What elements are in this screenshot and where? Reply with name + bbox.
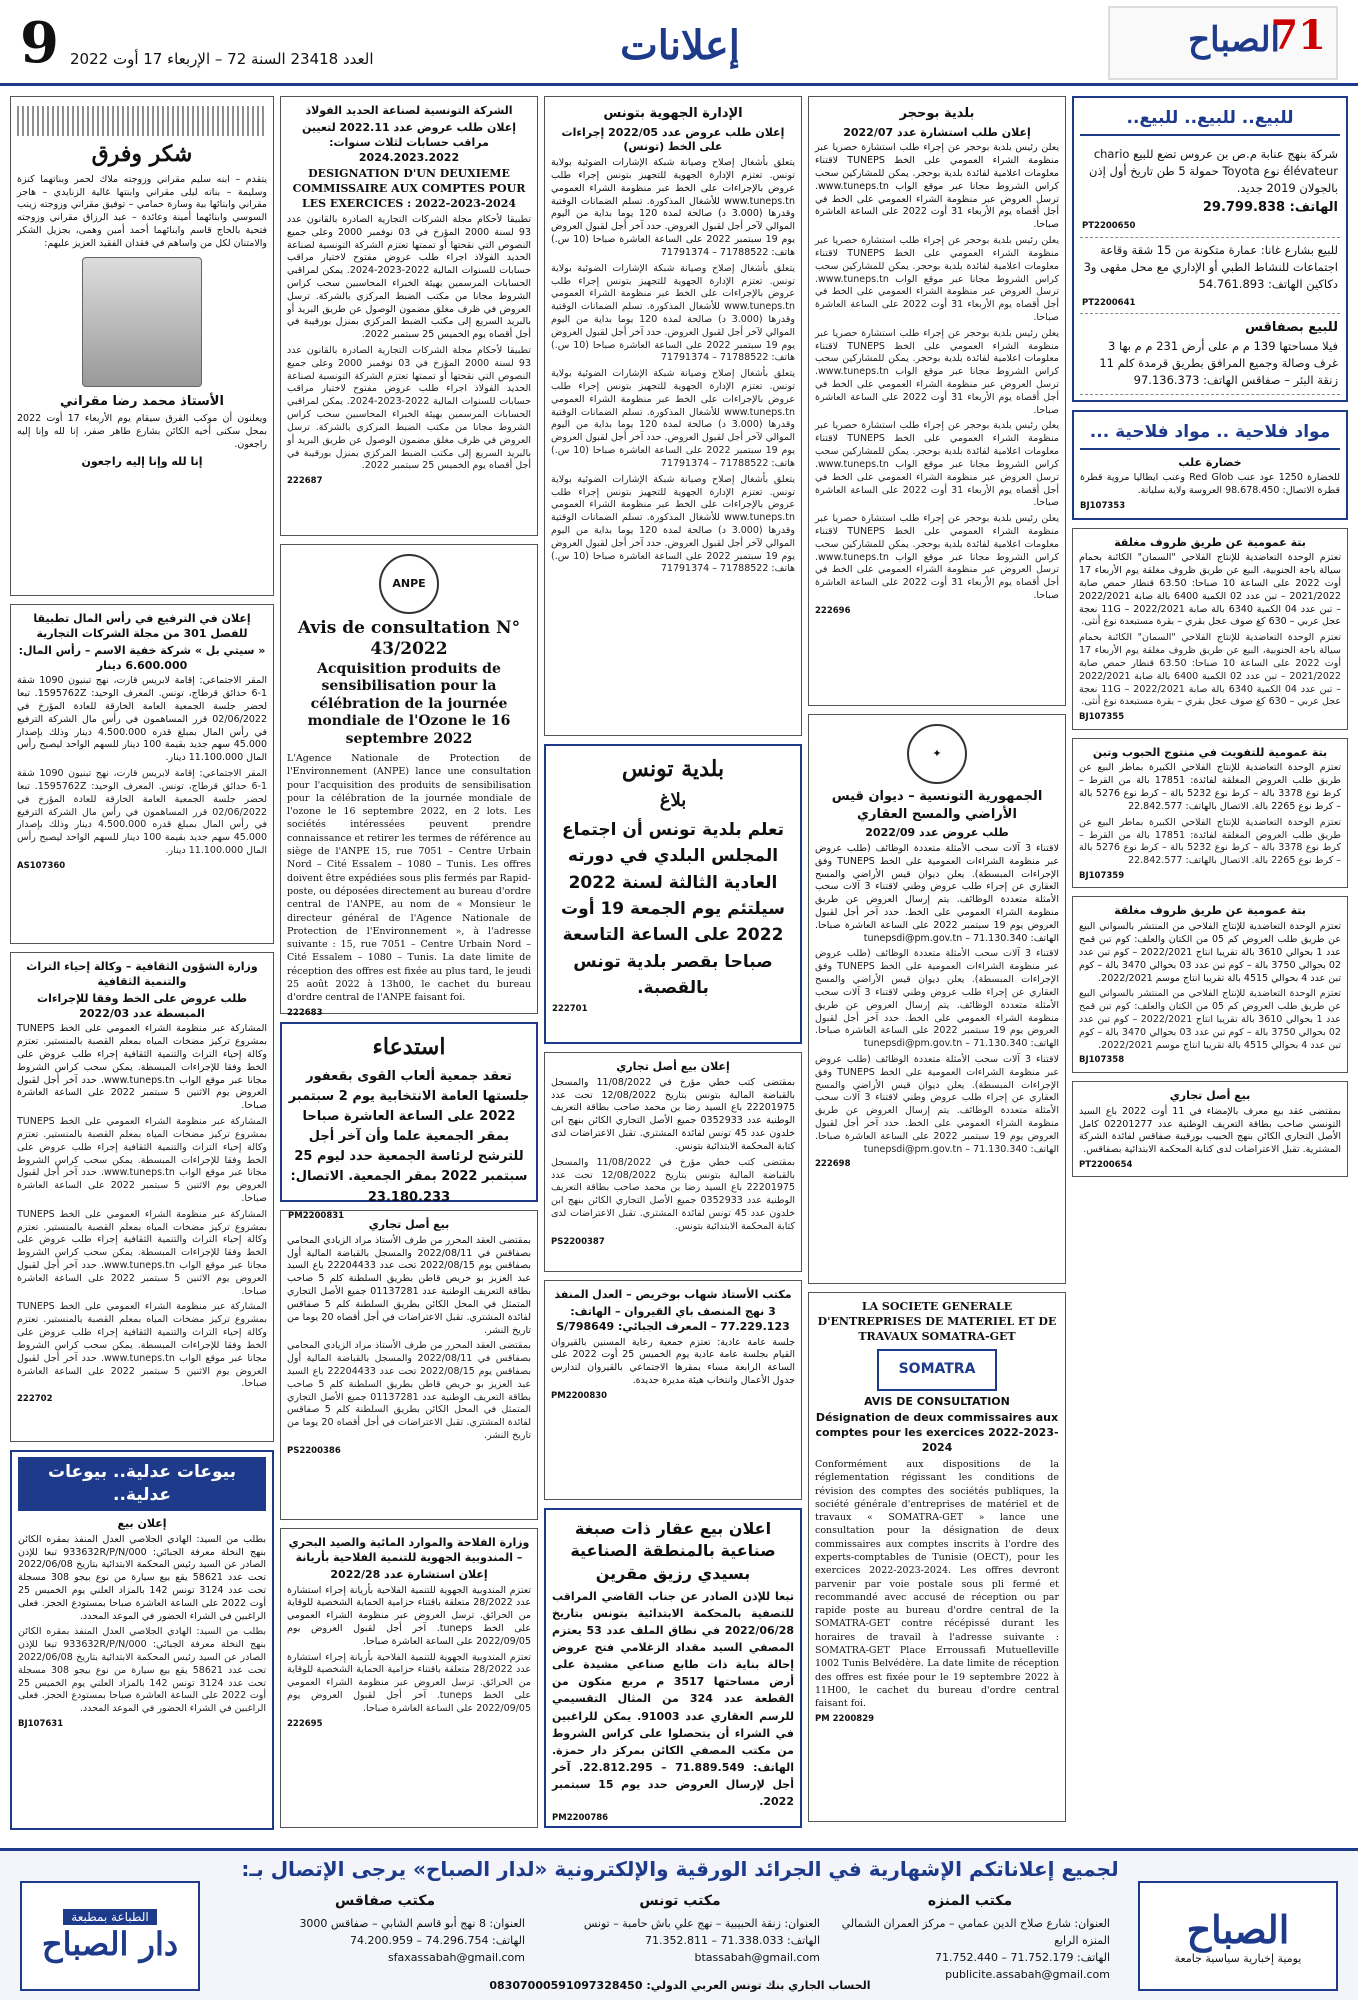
ad-text: المقر الاجتماعي: إقامة لابريس قارت، نهج تبنيون 1090 شقة 1-6 حدائق قرطاج، تونس. المعرف الوحيد: 1595762Z. تبعا لحضر جلسة الجمعية العامة الخارقة للعادة المؤرخ في 02/06/2022 قرر المساهمون في رأس مال الشركة الترفيع في رأس المال بمبلغ قدره 4.500.000 دينار وذلك بإصدار 45.000 سهم جديد بقيمة 100 دينار للسهم الواحد ليصبح رأس المال 11.100.000 دينار. [17,675,267,764]
column-1 [1072,96,1348,1840]
logo-number: 71 [1270,12,1326,59]
sale-ad-phone: الهاتف: 29.799.838 [1202,199,1338,215]
tender-ad [10,952,274,1442]
anpe-consultation-ad [280,544,538,1018]
sale-ad [1080,142,1340,238]
farm-ad-text: للخضارة 1250 عود عنب Red Glob وعنب ايطاليا مروية قطرة قطرة الاتصال: 98.678.450 العروسة ولاية سليانة. [1080,472,1341,497]
ornament-banner [17,106,267,136]
page-header [0,0,1358,86]
summons-ad [280,1022,538,1221]
real-estate-sale-ad [544,1508,802,1828]
page-number: 9 [20,10,59,76]
ad-text-continued: يعلن رئيس بلدية بوحجر عن إجراء طلب استشارة حصريا عبر منظومة الشراء العمومي على الخط TUNEPS لاقتناء معلومات اعلامية لفائدة بلدية بوحجر. يمكن للمشاركين سحب كراس الشروط مجانا عبر موقع الواب www.tuneps.tn. ترسل العروض عبر منظومة الشراء العمومي على الخط في أجل أقصاه يوم الأربعاء 31 أوت 2022 على الساعة العاشرة صباحا. [815,420,1060,509]
ad-title: بلدية تونس [621,756,725,782]
ad-ref: BJ107631 [18,1719,64,1730]
sale-ad-ref: PT2200641 [1082,297,1136,308]
company-name: LA SOCIETE GENERALE D'ENTREPRISES DE MATERIEL ET DE TRAVAUX SOMATRA-GET [817,1300,1057,1343]
farm-ad-text-continued: تعتزم الوحدة التعاضدية للإنتاج الفلاحي من المنتشر بالسواني البيع عن طريق طلب العروض كم 05 من الكتان والعلف: كوم تبن قمح عدد 1 بحوالي 3610 بالة تقريبا انتاج 2022/2021 – كوم تبن عدد 02 بحوالي 3750 بالة – كوم تبن عدد 03 بحوالي 3470 بالة – كوم تبن عدد 4 بحوالي 4515 بالة تقريبا انتاج موسم 2022/2021. [1079,988,1341,1051]
farm-ad-ref: BJ107359 [1079,870,1125,881]
farm-section [1072,410,1348,520]
masthead-logo [1108,6,1338,80]
office-phones: الهاتف: 71.752.179 – 71.752.440 [935,1950,1110,1964]
general-assembly-ad [544,1280,802,1500]
ad-ref: 222687 [287,476,323,487]
ad-text: يعلن رئيس بلدية بوحجر عن إجراء طلب استشارة حصريا عبر منظومة الشراء العمومي على الخط TUNEPS لاقتناء معلومات اعلامية لفائدة بلدية بوحجر. يمكن للمشاركين سحب كراس الشروط مجانا عبر موقع الواب www.tuneps.tn. ترسل العروض عبر منظومة الشراء العمومي على الخط في أجل أقصاه يوم الأربعاء 31 أوت 2022 على الساعة العاشرة صباحا. [815,142,1060,231]
ad-text: بمقتضى العقد المحرر من طرف الأستاذ مراد الزيادي المحامي بصفاقس في 2022/08/11 والمسجل بالقباضة المالية أول بصفاقس يوم 2022/08/15 تحت عدد 22204433 باع السيد عبد العزيز بو خريص قاطن بطريق السلطنة كلم 5 صاحب بطاقة التعريف الوطنية عدد 01137281 جميع الأصل التجاري المتمثل في المحل الكائن بطريق السلطنة كلم 5 صفاقس لفائدة المشتري. تقبل الاعتراضات في أجل أقصاه 20 يوما من تاريخ النشر. [287,1234,532,1336]
farm-ad-ref: BJ107358 [1079,1055,1125,1066]
ad-title: Avis de consultation N° 43/2022 [297,618,521,660]
ad-subtitle: 3 نهج المنصف باي القيروان – الهاتف: 77.229.123 – المعرف الجبائي: 798649/S [556,1304,790,1333]
ad-subtitle: إعلان استشارة عدد 2022/28 [330,1567,488,1581]
ad-title: الجمهورية التونسية – ديوان قيس الأراضي والمسح العقاري [831,789,1043,822]
section-title: إعلانات [620,22,740,69]
ad-subtitle: بلاغ [659,789,687,811]
somatra-ad [808,1292,1066,1822]
farm-ad [1072,738,1348,889]
issue-line: العدد 23418 السنة 72 – الإربعاء 17 أوت 2022 [70,50,374,68]
ad-text-continued: لاقتناء 3 آلات سحب الأمثلة متعددة الوظائف (طلب عروض عبر منظومة الشراءات العمومية على الخط TUNEPS وفق الإجراءات المبسطة). يعلن ديوان قيس الأراضي والمسح العقاري عن إجراء طلب عروض وطني لاقتناء 3 آلات سحب الأمثلة متعددة الوظائف. يتم إرسال العروض عن طريق منظومة الشراء العمومي على الخط. حدد آخر أجل لقبول العروض يوم 19 سبتمبر 2022 على الساعة العاشرة صباحا. الهاتف: 71.130.340 – tunepsdi@pm.gov.tn [815,1053,1059,1155]
logo-name: الصباح [1188,20,1280,60]
column-3 [544,96,802,1840]
thanks-closing: إنا لله وإنا إليه راجعون [81,454,203,468]
ad-text-continued: المشاركة عبر منظومة الشراء العمومي على الخط TUNEPS بمشروع تركيز مضخات المياه بمعلم القصبة بالمنستير. تعتزم وكالة إحياء التراث والتنمية الثقافية إجراء طلب عروض على الخط وفقا للإجراءات المبسطة. يمكن سحب كراس الشروط مجانا عبر موقع الواب www.tuneps.tn. حدد آخر أجل لقبول العروض يوم الاثنين 5 سبتمبر 2022 على الساعة العاشرة صباحا. [17,1116,267,1204]
sale-ad-text: للبيع بشارع غانا: عمارة متكونة من 15 شقة وقاعة اجتماعات للنشاط الطبي أو الإداري مع محل مقهى و3 دكاكين الهاتف: 54.761.893 [1083,242,1338,292]
ad-subtitle: Désignation de deux commissaires aux comptes pour les exercices 2022-2023-2024 [815,1411,1059,1455]
ad-text: بطلب من السيد: الهادي الجلاصي العدل المنفذ بمقره الكائن بنهج النخلة معرفة الجبائي: 933632R/P/N/000 تبعا للإذن الصادر عن السيد رئيس المحكمة الابتدائية بتاريخ 2022/06/08 تحت عدد 58621 يقع بيع سيارة من نوع بيجو 308 مسجلة تحت عدد 3124 تونس 142 بالمزاد العلني يوم الخميس 25 أوت 2022 على الساعة العاشرة صباحا بمستودع الحجز. فعلى الراغبين في الشراء الحضور في الموعد المحدد. [18,1533,267,1622]
thanks-notice [10,96,274,596]
ad-text: Conformément aux dispositions de la réglementation régissant les conditions de révision des comptes des sociétés publiques, la société générale d'entreprises de matériel et de travaux « SOMATRA-GET » lance une consultation pour la désignation de deux commissaires aux comptes inscrits à l'ordre des experts-comptables de Tunisie (OECT), pour les exercices 2022-2023-2024. Les offres devront parvenir par voie postale sous pli fermé et recommandé avec accusé de réception ou par rapide poste au bureau d'ordre central de la SOMATRA-GET contre récépissé durant les horaires de travail à l'adresse suivante : SOMATRA-GET Place Erroussafi Mutuelleville 1002 Tunis Belvédère. La date limite de réception des offres est fixée pour le 19 septembre 2022 à 11H00, le cachet du bureau d'ordre central faisant foi. [815,1458,1059,1710]
sale-ad-text: شركة بنهج عنابة م.ص بن عروس تضع للبيع chario élévateur نوع Toyota حمولة 5 طن تاريخ أول إذن بالجولان 2019 جديد. [1089,146,1338,196]
office-name: مكتب تونس [639,1893,721,1909]
printing-house-name: دار الصباح [41,1925,179,1963]
contact-footer [0,1848,1358,2000]
ad-text-continued: المقر الاجتماعي: إقامة لابريس قارت، نهج تبنيون 1090 شقة 1-6 حدائق قرطاج، تونس. المعرف الوحيد: 1595762Z. تبعا لحضر جلسة الجمعية العامة الخارقة للعادة المؤرخ في 02/06/2022 قرر المساهمون في رأس مال الشركة الترفيع في رأس المال بمبلغ قدره 4.500.000 دينار وذلك بإصدار 45.000 سهم جديد بقيمة 100 دينار للسهم الواحد ليصبح رأس المال 11.100.000 دينار. [17,768,267,856]
farm-ad-ref: PT2200654 [1079,1159,1133,1170]
ad-subtitle: إعلان طلب عروض عدد 2022/05 إجراءات على الخط (تونس) [561,125,785,154]
ad-subtitle: Acquisition produits de sensibilisation pour la célébration de la journée mondiale de l'Ozone le 16 septembre 2022 [307,660,511,747]
ad-ref: 222702 [17,1394,53,1405]
ad-ref: 222695 [287,1718,323,1729]
ad-text-continued: تعتزم المندوبية الجهوية للتنمية الفلاحية بأريانة إجراء استشارة عدد 28/2022 متعلقة باقتناء حزامية الحماية الشخصية للوقاية من الحرائق. ترسل العروض عبر منظومة الشراء العمومي على الخط tuneps. آخر أجل لقبول العروض يوم 2022/09/05 على الساعة العاشرة صباحا. [287,1651,531,1714]
land-office-emblem-icon: ✦ [907,724,967,784]
farm-ad-title: بتة عمومية عن طريق ظروف مغلقة [1114,904,1306,918]
ad-text-continued: يتعلق بأشغال إصلاح وصيانة شبكة الإشارات الضوئية بولاية تونس. تعتزم الإدارة الجهوية للتجهيز بتونس إجراء طلب عروض بالإجراءات على الخط عبر منظومة الشراء العمومي www.tuneps.tn للأشغال المذكورة. تسلم الضمانات الوقتية وقدرها (3.000 د) صالحة لمدة 120 يوما بداية من اليوم الموالي لآخر أجل لقبول العروض. حدد آخر أجل لقبول العروض يوم 19 سبتمبر 2022 على الساعة العاشرة صباحا (10 س.) هاتف: 71788522 – 71791374 [551,262,795,364]
ad-text-continued: يتعلق بأشغال إصلاح وصيانة شبكة الإشارات الضوئية بولاية تونس. تعتزم الإدارة الجهوية للتجهيز بتونس إجراء طلب عروض بالإجراءات على الخط عبر منظومة الشراء العمومي www.tuneps.tn للأشغال المذكورة. تسلم الضمانات الوقتية وقدرها (3.000 د) صالحة لمدة 120 يوما بداية من اليوم الموالي لآخر أجل لقبول العروض. حدد آخر أجل لقبول العروض يوم 19 سبتمبر 2022 على الساعة العاشرة صباحا (10 س.) هاتف: 71788522 – 71791374 [551,473,795,575]
judicial-sales-banner: بيوعات عدلية.. بيوعات عدلية.. [18,1457,266,1511]
ad-text-continued: يتعلق بأشغال إصلاح وصيانة شبكة الإشارات الضوئية بولاية تونس. تعتزم الإدارة الجهوية للتجهيز بتونس إجراء طلب عروض بالإجراءات على الخط عبر منظومة الشراء العمومي www.tuneps.tn للأشغال المذكورة. تسلم الضمانات الوقتية وقدرها (3.000 د) صالحة لمدة 120 يوما بداية من اليوم الموالي لآخر أجل لقبول العروض. حدد آخر أجل لقبول العروض يوم 19 سبتمبر 2022 على الساعة العاشرة صباحا (10 س.) هاتف: 71788522 – 71791374 [551,368,795,469]
farm-ad-text-continued: تعتزم الوحدة التعاضدية للإنتاج الفلاحي الكبيرة بماطر البيع عن طريق طلب العروض المغلقة لفائدة: 17851 بالة من القرط – كرط نوع 3378 بالة – كرط نوع 5232 بالة – كرط نوع 5276 بالة – كرط نوع 2265 بالة. الاتصال بالهاتف: 22.842.577 [1079,816,1341,867]
ad-title: وزارة الفلاحة والموارد المائية والصيد البحري – المندوبية الجهوية للتنمية الفلاحية بأريانة [288,1536,530,1564]
office-phones: الهاتف: 71.338.033 – 71.352.811 [645,1933,820,1947]
ad-text: المشاركة عبر منظومة الشراء العمومي على الخط TUNEPS بمشروع تركيز مضخات المياه بمعلم القصبة بالمنستير. تعتزم وكالة إحياء التراث والتنمية الثقافية إجراء طلب عروض على الخط وفقا للإجراءات المبسطة. يمكن سحب كراس الشروط مجانا عبر موقع الواب www.tuneps.tn. حدد آخر أجل لقبول العروض يوم الاثنين 5 سبتمبر 2022 على الساعة العاشرة صباحا. [17,1023,267,1112]
office-address: العنوان: 8 نهج أبو قاسم الشابي – صفاقس 3000 [299,1916,525,1930]
ad-text-continued: بمقتضى كتب خطي مؤرخ في 11/08/2022 والمسجل بالقباضة المالية بتونس بتاريخ 12/08/2022 تحت عدد 22201975 باع السيد رضا بن محمد صاحب بطاقة التعريف الوطنية عدد 0352933 جميع الأصل التجاري الكائن بنهج ابن خلدون عدد 45 تونس لفائدة المشتري. تقبل الاعتراضات لدى كتابة المحكمة الابتدائية بتونس. [551,1156,795,1232]
ad-title-fr: DESIGNATION D'UN DEUXIEME COMMISSAIRE AUX COMPTES POUR LES EXERCICES : 2022-2023-2024 [292,167,526,211]
tender-ad [808,714,1066,1284]
ad-ref: 222701 [552,1004,588,1015]
farm-ad [1072,1081,1348,1178]
ad-ref: 222696 [815,605,851,616]
office-address: العنوان: زنقة الحبيبية – نهج علي باش حامبة – تونس [583,1916,820,1930]
ad-ref: 222698 [815,1159,851,1170]
sale-ad-title: للبيع بصفاقس [1244,320,1338,336]
ad-title: AVIS DE CONSULTATION [864,1394,1010,1408]
farm-ad-ref: BJ107353 [1080,501,1126,512]
ad-text: يتعلق بأشغال إصلاح وصيانة شبكة الإشارات الضوئية بولاية تونس. تعتزم الإدارة الجهوية للتجهيز بتونس إجراء طلب عروض بالإجراءات على الخط عبر منظومة الشراء العمومي www.tuneps.tn للأشغال المذكورة. تسلم الضمانات الوقتية وقدرها (3.000 د) صالحة لمدة 120 يوما بداية من اليوم الموالي لآخر أجل لقبول العروض. حدد آخر أجل لقبول العروض يوم 19 سبتمبر 2022 على الساعة العاشرة صباحا (10 س.) هاتف: 71788522 – 71791374 [551,157,795,258]
ad-ref: PS2200387 [551,1236,605,1247]
ad-text-continued: لاقتناء 3 آلات سحب الأمثلة متعددة الوظائف (طلب عروض عبر منظومة الشراءات العمومية على الخط TUNEPS وفق الإجراءات المبسطة). يعلن ديوان قيس الأراضي والمسح العقاري عن إجراء طلب عروض وطني لاقتناء 3 آلات سحب الأمثلة متعددة الوظائف. يتم إرسال العروض عن طريق منظومة الشراء العمومي على الخط. حدد آخر أجل لقبول العروض يوم 19 سبتمبر 2022 على الساعة العاشرة صباحا. الهاتف: 71.130.340 – tunepsdi@pm.gov.tn [815,948,1059,1050]
sale-ad-ref: PT2200650 [1082,221,1136,232]
ad-subtitle: « سيتي بل » شركة خفية الاسم – رأس المال: 6.600.000 دينار [18,643,266,672]
office-phones: الهاتف: 74.296.754 – 74.200.959 [350,1933,525,1947]
ad-ref: PM2200830 [551,1390,608,1401]
farm-ad-text: تعتزم الوحدة التعاضدية للإنتاج الفلاحي الكبيرة بماطر البيع عن طريق طلب العروض المغلقة لفائدة: 17851 بالة من القرط – كرط نوع 3378 بالة – كرط نوع 5232 بالة – كرط نوع 5276 بالة – كرط نوع 2265 بالة. الاتصال بالهاتف: 22.842.577 [1079,762,1341,812]
ad-subtitle: إعلان طلب استشارة عدد 2022/07 [843,125,1031,139]
ad-title: إعلان في الترفيع في رأس المال تطبيقا للفصل 301 من مجلة الشركات التجارية [33,612,251,640]
judicial-sales-section [10,1450,274,1830]
somatra-logo: SOMATRA [877,1349,997,1391]
ad-text-continued: يعلن رئيس بلدية بوحجر عن إجراء طلب استشارة حصريا عبر منظومة الشراء العمومي على الخط TUNEPS لاقتناء معلومات اعلامية لفائدة بلدية بوحجر. يمكن للمشاركين سحب كراس الشروط مجانا عبر موقع الواب www.tuneps.tn. ترسل العروض عبر منظومة الشراء العمومي على الخط في أجل أقصاه يوم الأربعاء 31 أوت 2022 على الساعة العاشرة صباحا. [815,327,1060,416]
ad-title: بيع أصل تجاري [368,1218,450,1231]
ad-text: جلسة عامة عادية: تعتزم جمعية رعاية المسنين بالقيروان القيام بجلسة عامة عادية يوم الخميس 25 أوت 2022 على الساعة الرابعة مساء بمقرها الاجتماعي بالقيروان لتدارس جدول الأعمال وانتخاب هيئة مديرة جديدة. [551,1336,795,1386]
office-menzah [830,1891,1110,1983]
business-sale-ad [280,1210,538,1520]
ad-title: الشركة التونسية لصناعة الحديد الفولاذ [305,104,513,117]
tender-ad [544,96,802,736]
ad-text: تبعا للإذن الصادر عن جناب القاضي المراقب للتصفية بالمحكمة الابتدائية بتونس بتاريخ 2022/06/28 في نطاق الملف عدد 53 يعتزم المصفي السيد مقداد الزغلامي فتح عروض إحالة بناية ذات طابع صناعي مشيدة على أرض مساحتها 3517 م مربع متكون من القطعة عدد 324 من المثال التقسيمي للرسم العقاري عدد 91003. يمكن للراغبين في الشراء أن يتحصلوا على كراس الشروط من مكتب المصفي الكائن بمركز دار حمزة. الهاتف: 71.889.549 – 22.812.295. آخر أجل لإرسال العروض حدد يوم 15 سبتمبر 2022. [552,1590,794,1808]
assabah-logo [1138,1881,1338,1991]
farm-ad-text: تعتزم الوحدة التعاضدية للإنتاج الفلاحي "السمان" الكائنة بحمام سيالة باجة الجنوبية، البيع عن طريق ظروف مغلقة يوم الأربعاء 17 أوت 2022 على الساعة 10 صباحا: 63.50 قنطار حمص صابة 2021/2022 – تبن عدد 02 الكمية 6400 بالة صابة 2022/2021 – تبن عدد 04 الكمية 6340 بالة صابة 2022/2021 – 11G نعجة عجل عربي – 630 كغ صوف عجل بقري – بقرة مستبعدة نوع أنثى. [1079,552,1341,628]
farm-ad-ref: BJ107355 [1079,712,1125,723]
office-address: العنوان: شارع صلاح الدين عمامي – مركز العمران الشمالي المنزه الرابع [841,1916,1110,1947]
ad-ref: AS107360 [17,860,66,871]
ad-text: L'Agence Nationale de Protection de l'Environnement (ANPE) lance une consultation pour l'acquisition des produits de sensibilisation pour la célébration de la journée mondiale de l'ozone le 16 septembre 2022, en 2 lots. Les sociétés intéressées peuvent prendre connaissance et retirer les termes de référence au siège de l'ANPE 15, rue 7051 – Centre Urbain Nord – Cité Essalem – 1080 – Tunis. Les offres doivent être expédiées sous plis fermés par Rapid-poste, ou déposées directement au bureau d'ordre central de l'ANPE, au nom de « Monsieur le directeur général de l'Agence Nationale de Protection de l'Environnement », à l'adresse suivante : 15, rue 7051 – Centre Urbain Nord – Cité Essalem – 1080 – Tunis. La date limite de réception des offres est fixée au plus tard, le jeudi 25 août 2022 à 13h00, le cachet du bureau d'ordre central de l'ANPE faisant foi. [287,753,531,1004]
ad-ref: PS2200386 [287,1445,341,1456]
business-sale-ad [544,1052,802,1272]
assabah-logo-name: الصباح [1186,1907,1290,1952]
ad-text-continued: المشاركة عبر منظومة الشراء العمومي على الخط TUNEPS بمشروع تركيز مضخات المياه بمعلم القصبة بالمنستير. تعتزم وكالة إحياء التراث والتنمية الثقافية إجراء طلب عروض على الخط وفقا للإجراءات المبسطة. يمكن سحب كراس الشروط مجانا عبر موقع الواب www.tuneps.tn. حدد آخر أجل لقبول العروض يوم الاثنين 5 سبتمبر 2022 على الساعة العاشرة صباحا. [17,1208,267,1297]
column-5 [10,96,274,1840]
farm-ad-text-continued: تعتزم الوحدة التعاضدية للإنتاج الفلاحي "السمان" الكائنة بحمام سيالة باجة الجنوبية، البيع عن طريق ظروف مغلقة يوم الأربعاء 17 أوت 2022 على الساعة 10 صباحا: 63.50 قنطار حمص صابة 2021/2022 – تبن عدد 02 الكمية 6400 بالة صابة 2022/2021 – تبن عدد 04 الكمية 6340 بالة صابة 2022/2021 – 11G نعجة عجل عربي – 630 كغ صوف عجل بقري – بقرة مستبعدة نوع أنثى. [1079,632,1341,708]
farm-ad-title: بتة عمومية عن طريق ظروف مغلقة [1114,535,1306,549]
ad-text-continued: يعلن رئيس بلدية بوحجر عن إجراء طلب استشارة حصريا عبر منظومة الشراء العمومي على الخط TUNEPS لاقتناء معلومات اعلامية لفائدة بلدية بوحجر. يمكن للمشاركين سحب كراس الشروط مجانا عبر موقع الواب www.tuneps.tn. ترسل العروض عبر منظومة الشراء العمومي على الخط في أجل أقصاه يوم الأربعاء 31 أوت 2022 على الساعة العاشرة صباحا. [815,235,1060,323]
ad-title: بلدية بوحجر [899,106,975,121]
assabah-logo-tagline: يومية إخبارية سياسية جامعة [1174,1952,1302,1965]
ad-title: مكتب الأستاذ شهاب بوخريص – العدل المنفذ [554,1288,792,1301]
tunis-municipality-notice [544,744,802,1044]
thanks-title: شكر وفرق [91,141,193,167]
ad-title: اعلان بيع عقار ذات صبغة صناعية بالمنطقة الصناعية بسيدي رزيق مقرين [570,1519,776,1583]
ad-title: إعلان بيع أصل تجاري [616,1060,730,1073]
ad-subtitle: طلب عروض عدد 2022/09 [865,826,1009,840]
ad-text: تعلم بلدية تونس أن اجتماع المجلس البلدي في دورته العادية الثالثة لسنة 2022 سيلتئم يوم الجمعة 19 أوت 2022 على الساعة التاسعة صباحا بقصر بلدية تونس بالقصبة. [561,819,785,999]
farm-ad-text: بمقتضى عقد بيع معرف بالإمضاء في 11 أوت 2022 باع السيد التونسي صاحب بطاقة التعريف الوطنية عدد 02201277 كامل الأصل التجاري الكائن بنهج الحبيب بورقيبة صفاقس لفائدة الشركة المشترية. تقبل الاعتراضات لدى كتابة المحكمة الابتدائية بصفاقس. [1079,1105,1341,1156]
ad-text-continued: المشاركة عبر منظومة الشراء العمومي على الخط TUNEPS بمشروع تركيز مضخات المياه بمعلم القصبة بالمنستير. تعتزم وكالة إحياء التراث والتنمية الثقافية إجراء طلب عروض على الخط وفقا للإجراءات المبسطة. يمكن سحب كراس الشروط مجانا عبر موقع الواب www.tuneps.tn. حدد آخر أجل لقبول العروض يوم الاثنين 5 سبتمبر 2022 على الساعة العاشرة صباحا. [17,1301,267,1390]
footer-title: لجميع إعلاناتكم الإشهارية في الجرائد الورقية والإلكترونية «لدار الصباح» يرجى الإتصال بـ: [241,1857,1119,1881]
farm-banner: مواد فلاحية .. مواد فلاحية ... [1080,417,1340,450]
ad-text: تعقد جمعية ألعاب القوى بقعفور جلستها العامة الانتخابية يوم 2 سبتمبر 2022 على الساعة العاشرة صباحا بمقر الجمعية علما وأن آخر أجل للترشح لرئاسة الجمعية حدد ليوم 25 سبتمبر 2022 بمقر الجمعية. الاتصال: 23.180.233 [288,1068,530,1205]
sale-ad [1080,238,1340,315]
ads-page [0,96,1358,1840]
ad-text: بمقتضى كتب خطي مؤرخ في 11/08/2022 والمسجل بالقباضة المالية بتونس بتاريخ 12/08/2022 تحت عدد 22201975 باع السيد رضا بن محمد صاحب بطاقة التعريف الوطنية عدد 0352933 جميع الأصل التجاري الكائن بنهج ابن خلدون عدد 45 تونس لفائدة المشتري. تقبل الاعتراضات لدى كتابة المحكمة الابتدائية بتونس. [551,1076,795,1152]
thanks-text-2: ويعلنون أن موكب الفرق سيقام يوم الأربعاء 17 أوت 2022 بمحل سكنى أخيه الكائن بشارع طاهر صفر، إنا لله وإنا إليه راجعون. [17,413,267,450]
anpe-logo: ANPE [379,554,439,614]
for-sale-section [1072,96,1348,402]
office-sfax [245,1891,525,1966]
farm-ad [1072,528,1348,730]
ad-title: إعلان بيع [117,1516,167,1530]
printing-house-tag: الطباعة بمطبعة [63,1909,156,1925]
sale-ad [1080,314,1340,394]
ad-text: لاقتناء 3 آلات سحب الأمثلة متعددة الوظائف (طلب عروض عبر منظومة الشراءات العمومية على الخط TUNEPS وفق الإجراءات المبسطة). يعلن ديوان قيس الأراضي والمسح العقاري عن إجراء طلب عروض وطني لاقتناء 3 آلات سحب الأمثلة متعددة الوظائف. يتم إرسال العروض عن طريق منظومة الشراء العمومي على الخط. حدد آخر أجل لقبول العروض يوم 19 سبتمبر 2022 على الساعة العاشرة صباحا. الهاتف: 71.130.340 – tunepsdi@pm.gov.tn [815,842,1059,944]
sale-ad-text: فيلا مساحتها 139 م م على أرض 231 م م بها 3 غرف وصالة وجميع المرافق بطريق قرمدة كلم 11 زنقة البئر – صفاقس الهاتف: 97.136.373 [1099,338,1338,388]
tender-ad [280,96,538,536]
office-email[interactable]: btassabah@gmail.com [694,1950,820,1964]
ad-ref: PM2200831 [288,1210,345,1221]
office-email[interactable]: publicite.assabah@gmail.com [945,1967,1110,1981]
column-4 [280,96,538,1840]
consultation-ad [280,1528,538,1828]
ad-ref: PM2200786 [552,1812,609,1823]
farm-ad-title: بيع أصل تجاري [1169,1088,1251,1102]
ad-title: وزارة الشؤون الثقافية – وكالة إحياء التراث والتنمية الثقافية [26,960,258,988]
ad-text-continued: بمقتضى العقد المحرر من طرف الأستاذ مراد الزيادي المحامي بصفاقس في 2022/08/11 والمسجل بالقباضة المالية أول بصفاقس يوم 2022/08/15 تحت عدد 22204433 باع السيد عبد العزيز بو خريص قاطن بطريق السلطنة كلم 5 صاحب بطاقة التعريف الوطنية عدد 01137281 جميع الأصل التجاري المتمثل في المحل الكائن بطريق السلطنة كلم 5 صفاقس لفائدة المشتري. تقبل الاعتراضات في أجل أقصاه 20 يوما من تاريخ النشر. [287,1340,532,1442]
farm-ad-text: تعتزم الوحدة التعاضدية للإنتاج الفلاحي من المنتشر بالسواني البيع عن طريق طلب العروض كم 05 من الكتان والعلف: كوم تبن قمح عدد 1 بحوالي 3610 بالة تقريبا انتاج 2022/2021 – كوم تبن عدد 02 بحوالي 3750 بالة – كوم تبن عدد 03 بحوالي 3470 بالة – كوم تبن عدد 4 بحوالي 4515 بالة تقريبا انتاج موسم 2022/2021. [1079,921,1341,984]
farm-ad-title: خضارة علب [1178,455,1242,469]
ad-text-continued: بطلب من السيد: الهادي الجلاصي العدل المنفذ بمقره الكائن بنهج النخلة معرفة الجبائي: 933632R/P/N/000 تبعا للإذن الصادر عن السيد رئيس المحكمة الابتدائية بتاريخ 2022/06/08 تحت عدد 58621 يقع بيع سيارة من نوع بيجو 308 مسجلة تحت عدد 3124 تونس 142 بالمزاد العلني يوم الخميس 25 أوت 2022 على الساعة العاشرة صباحا بمستودع الحجز. فعلى الراغبين في الشراء الحضور في الموعد المحدد. [18,1626,267,1715]
ad-title: استدعاء [372,1034,446,1060]
ad-text: تطبيقا لأحكام مجلة الشركات التجارية الصادرة بالقانون عدد 93 لسنة 2000 المؤرخ في 03 نوفمبر 2000 وعلى جميع النصوص التي نقحتها أو تممتها تعتزم الشركة التونسية لصناعة الحديد الفولاذ اجراء طلب عروض مفتوح لاختيار مراقب حسابات للسنوات المالية 2022-2023-2024. يمكن لمراقبي الحسابات المرسمين بهيئة الخبراء المحاسبين سحب كراس الشروط مجانا من مكتب الضبط المركزي بالشركة. ترسل العروض في ظرف مغلق مضمون الوصول عن طريق البريد أو بالبريد السريع إلى مكتب الضبط المركزي بمنزل بورقيبة في أجل أقصاه يوم الخميس 25 سبتمبر 2022. [287,213,531,341]
ad-subtitle: طلب عروض على الخط وفقا للإجراءات المبسطة عدد 2022/03 [37,991,247,1020]
office-name: مكتب صفاقس [334,1893,436,1909]
farm-ad [1072,896,1348,1072]
ad-subtitle: إعلان طلب عروض عدد 2022.11 لتعيين مراقب حسابات لثلاث سنوات: 2024.2023.2022 [301,120,516,164]
for-sale-banner: للبيع.. للبيع.. للبيع.. [1080,103,1340,136]
printing-house-logo [20,1881,200,1991]
ad-text: تعتزم المندوبية الجهوية للتنمية الفلاحية بأريانة إجراء استشارة عدد 28/2022 متعلقة باقتناء حزامية الحماية الشخصية للوقاية من الحرائق. ترسل العروض عبر منظومة الشراء العمومي على الخط tuneps. آخر أجل لقبول العروض يوم 2022/09/05 على الساعة العاشرة صباحا. [287,1584,531,1647]
bank-account: الحساب الجاري بنك تونس العربي الدولي: 08307000591097328450 [489,1979,871,1992]
office-name: مكتب المنزه [927,1893,1013,1909]
ad-text-continued: تطبيقا لأحكام مجلة الشركات التجارية الصادرة بالقانون عدد 93 لسنة 2000 المؤرخ في 03 نوفمبر 2000 وعلى جميع النصوص التي نقحتها أو تممتها تعتزم الشركة التونسية لصناعة الحديد الفولاذ اجراء طلب عروض مفتوح لاختيار مراقب حسابات للسنوات المالية 2022-2023-2024. يمكن لمراقبي الحسابات المرسمين بهيئة الخبراء المحاسبين سحب كراس الشروط مجانا من مكتب الضبط المركزي بالشركة. ترسل العروض في ظرف مغلق مضمون الوصول عن طريق البريد أو بالبريد السريع إلى مكتب الضبط المركزي بمنزل بورقيبة في أجل أقصاه يوم الخميس 25 سبتمبر 2022. [287,345,531,472]
ad-ref: PM 2200829 [815,1713,875,1724]
deceased-name: الأستاذ محمد رضا مقراني [60,393,224,409]
farm-ad [1080,456,1340,513]
capital-increase-ad [10,604,274,944]
tender-ad [808,96,1066,706]
deceased-photo [82,257,202,387]
office-tunis [540,1891,820,1966]
thanks-text: يتقدم – ابنه سليم مقراني وزوجته ملاك لحمر وبناتهما كنزة وسليمة – بناته ليلى مقراني وابنتها غالية الزنايدي – هاجر مقراني وابنائها بية وسارة حمامي – توفيق مقراني وزوجته زينب السوسي وابنائهما أمينة وعائدة – عبد الرزاق مقراني وزوجته فتحية بالحاج قاسم وابنائهما أحمد أمين وهمى، بجزيل الشكر والامتنان لكل من واساهم في فقدان الفقيد العزيز عليهم: [17,173,267,249]
column-2 [808,96,1066,1840]
ad-text-continued: يعلن رئيس بلدية بوحجر عن إجراء طلب استشارة حصريا عبر منظومة الشراء العمومي على الخط TUNEPS لاقتناء معلومات اعلامية لفائدة بلدية بوحجر. يمكن للمشاركين سحب كراس الشروط مجانا عبر موقع الواب www.tuneps.tn. ترسل العروض عبر منظومة الشراء العمومي على الخط في أجل أقصاه يوم الأربعاء 31 أوت 2022 على الساعة العاشرة صباحا. [815,513,1060,602]
office-email[interactable]: sfaxassabah@gmail.com [387,1950,525,1964]
ad-ref: 222683 [287,1007,323,1018]
ad-title: الإدارة الجهوية بتونس [603,106,743,121]
farm-ad-title: بتة عمومية للتفويت في منتوج الحبوب وتبن [1092,745,1328,759]
